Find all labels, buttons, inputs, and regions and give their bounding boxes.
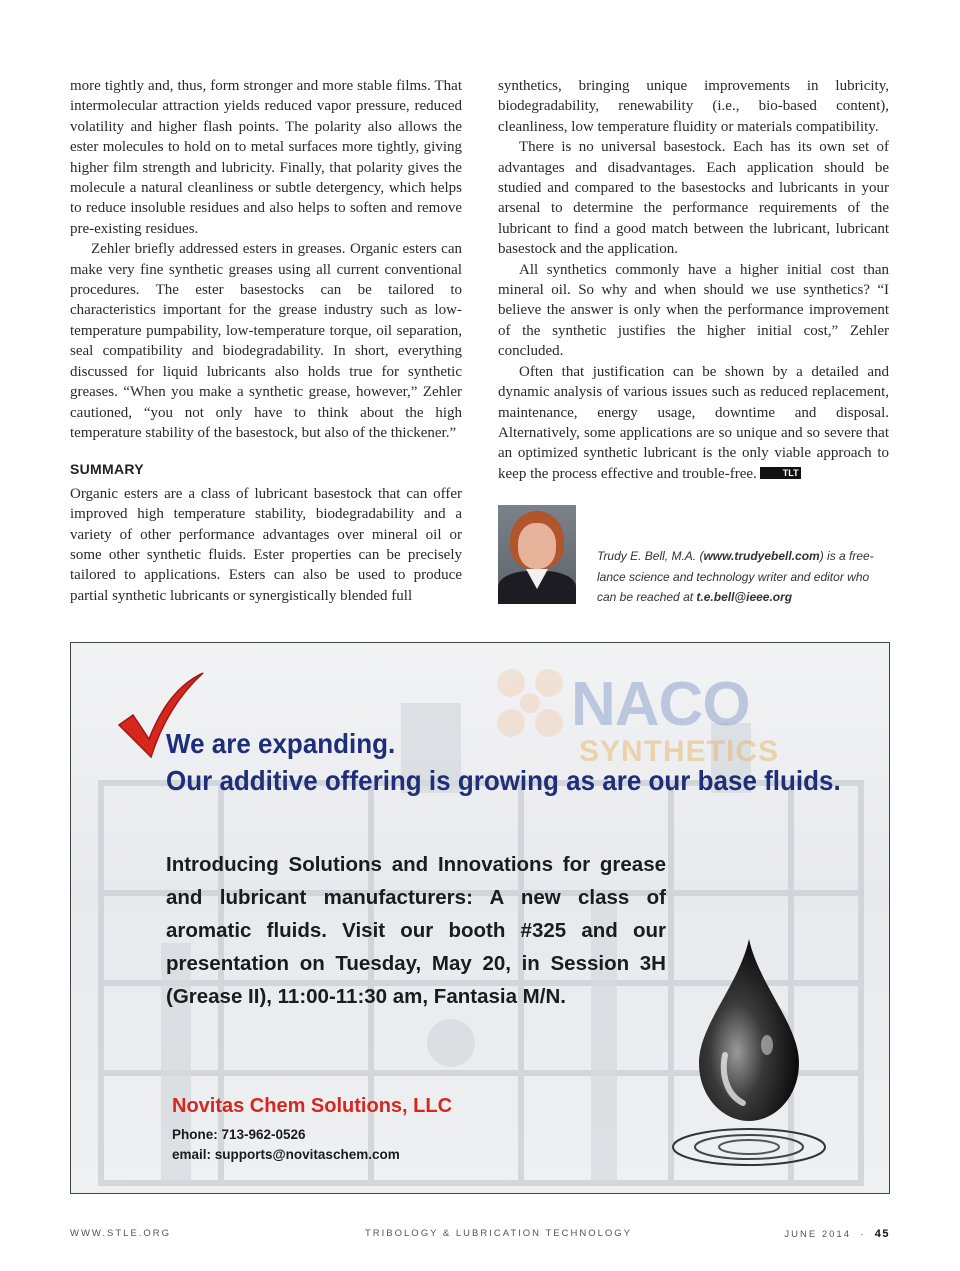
article-paragraph: All synthetics commonly have a higher initial cost than mineral oil. So why and when should we use synthetics? “I believe the answer is only when the performance improvement of the synthetic justifies the higher initial cost,” Zehler concluded. bbox=[498, 261, 889, 360]
article-paragraph: Zehler briefly addressed esters in greases. Organic esters can make very fine synthetic greases using all current conventional procedures. The ester basestocks can be tailored to characteristics important for the grease industry such as low-temperature pumpability, low-temperature torque, oil separation, seal compatibility and biodegradability. In short, everything discussed for liquid lubricants also holds true for synthetic greases. “When you make a synthetic grease, however,” Zehler cautioned, “you not only have to think about the high temperature stability of the basestock, but also of the thickener.” bbox=[70, 241, 462, 441]
advertisement bbox=[70, 642, 890, 1194]
page-number: 45 bbox=[874, 1228, 890, 1240]
footer-date-page bbox=[784, 1228, 890, 1240]
footer-date: JUNE 2014 bbox=[784, 1229, 852, 1240]
page-footer bbox=[70, 1228, 890, 1242]
ad-company-name: Novitas Chem Solutions, LLC bbox=[172, 1095, 453, 1117]
article-right-column bbox=[498, 76, 889, 484]
ad-email[interactable]: email: supports@novitaschem.com bbox=[172, 1147, 400, 1162]
footer-publication: TRIBOLOGY & LUBRICATION TECHNOLOGY bbox=[365, 1228, 633, 1239]
summary-heading: SUMMARY bbox=[70, 461, 144, 478]
article-paragraph-text: Often that justification can be shown by a detailed and dynamic analysis of various issues such as reduced replacement, maintenance, energy usage, downtime and disposal. Alternatively, some applications are so unique and so severe that an optimized synthetic lubricant is the only viable approach to keep the process effective and trouble-free. bbox=[498, 363, 889, 482]
article-paragraph: more tightly and, thus, form stronger and more stable films. That intermolecular attraction yields reduced vapor pressure, reduced volatility and higher flash points. The polarity also allows the ester molecules to hold on to metal surfaces more tightly, giving higher film strength and lubricity. Finally, that polarity gives the molecule a natural cleanliness or subtle detergency, which helps to reduce insoluble residues and also helps to soften and remove pre-existing residues. bbox=[70, 78, 462, 237]
article-paragraph: synthetics, bringing unique improvements in lubricity, biodegradability, renewability (i.e., bio-based content), cleanliness, low temperature fluidity or materials compatibility. bbox=[498, 78, 889, 135]
ad-body-text: Introducing Solutions and Innovations for grease and lubricant manufacturers: A new class of aromatic fluids. Visit our booth #325 and our presentation on Tuesday, May 20, in Session 3H (Grease II), 11:00-11:30 am, Fantasia M/N. bbox=[166, 853, 666, 1008]
ad-headline-line-2: Our additive offering is growing as are our base fluids. bbox=[166, 763, 841, 797]
footer-separator: · bbox=[860, 1229, 866, 1240]
article-paragraph bbox=[498, 362, 889, 484]
article-left-column bbox=[70, 76, 462, 606]
tlt-end-mark: TLT bbox=[760, 467, 801, 479]
ad-contact bbox=[172, 1125, 400, 1165]
footer-website[interactable]: WWW.STLE.ORG bbox=[70, 1228, 172, 1239]
ad-headline bbox=[166, 725, 886, 798]
ad-headline-line-1: We are expanding. bbox=[166, 727, 396, 760]
naco-logo-subtext: SYNTHETICS bbox=[579, 735, 780, 768]
author-website-link[interactable]: www.trudyebell.com bbox=[703, 549, 820, 563]
ad-phone: Phone: 713-962-0526 bbox=[172, 1127, 306, 1142]
article-paragraph: There is no universal basestock. Each has its own set of advantages and disadvantages. Each application should be studied and compared to the basestocks and lubricants in your arsenal to determine the performance requirements of the lubricant to find a good match between the lubricant, lubricant basestock and the application. bbox=[498, 139, 889, 258]
author-name: Trudy E. Bell, M.A. ( bbox=[597, 549, 704, 563]
author-bio bbox=[597, 546, 887, 608]
naco-logo-text: NACO bbox=[571, 670, 750, 739]
author-email-link[interactable]: t.e.bell@ieee.org bbox=[696, 590, 793, 604]
author-photo bbox=[498, 505, 576, 604]
author-bio-text: ) is a free-lance science and technology writer and editor who can be reached at bbox=[597, 549, 874, 604]
summary-paragraph: Organic esters are a class of lubricant basestock that can offer improved high temperature stability, biodegradability and a variety of other performance advantages over mineral oil or some other synthetic fluids. Ester properties can be precisely tailored to applications. Esters can also be used to produce partial synthetic lubricants or synergistically blended full bbox=[70, 485, 462, 604]
oil-drop-icon bbox=[669, 935, 829, 1175]
